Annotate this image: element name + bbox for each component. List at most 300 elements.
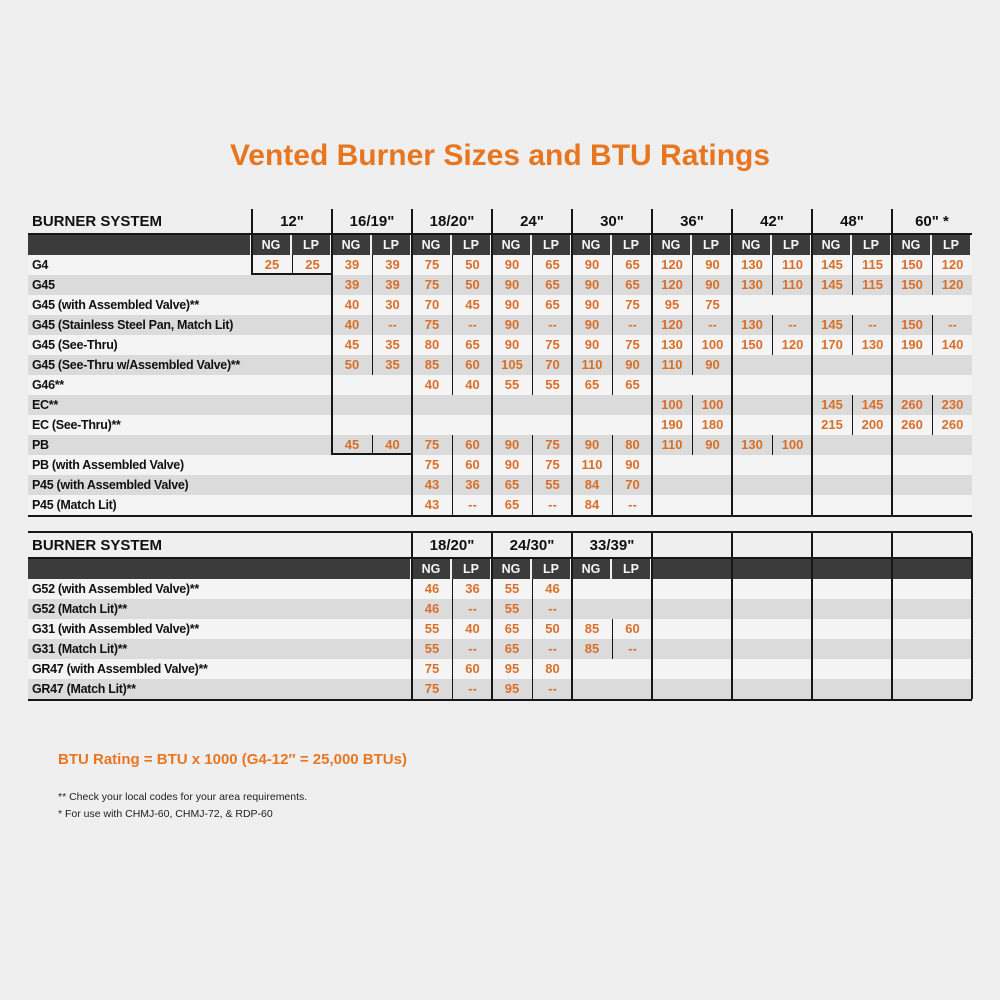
size-cell-pair: [412, 639, 492, 659]
size-cell-pair: [572, 275, 652, 295]
lp-value-cell: [852, 375, 892, 395]
size-cell-pair: [892, 455, 972, 475]
ng-value-cell: [332, 375, 372, 395]
ng-value-cell: [732, 375, 772, 395]
lp-value-cell: --: [532, 639, 572, 659]
ng-value-cell: 40: [344, 317, 360, 332]
table-row: [28, 599, 972, 619]
lp-value-cell: [372, 475, 412, 495]
lp-value-cell: [932, 375, 972, 395]
lp-value-cell: 46: [532, 579, 572, 599]
size-cell-pair: [812, 335, 892, 355]
ng-value-cell: [892, 619, 932, 639]
burner-system-label: G45 (Stainless Steel Pan, Match Lit): [32, 318, 234, 332]
lp-value-cell: 90: [692, 275, 732, 295]
size-cell-pair: [332, 435, 412, 455]
ng-value-cell: [652, 599, 692, 619]
size-cell-pair: [492, 619, 572, 639]
size-cell-pair: [732, 579, 812, 599]
ng-value-cell: 65: [504, 621, 520, 636]
ng-value-cell: 50: [344, 357, 360, 372]
fuel-bar-empty-cell: [732, 559, 812, 579]
ng-value-cell: [732, 599, 772, 619]
size-cell-pair: [572, 295, 652, 315]
ng-value-cell: 39: [344, 277, 360, 292]
size-cell-pair: [412, 455, 492, 475]
size-cell-pair: [492, 415, 572, 435]
size-cell-pair: [812, 639, 892, 659]
column-divider-line: [651, 533, 653, 699]
ng-value-cell: [812, 475, 852, 495]
lp-value-cell: [612, 679, 652, 699]
lp-value-cell: --: [852, 315, 892, 335]
lp-value-cell: [772, 659, 812, 679]
ng-value-cell: 85: [424, 357, 440, 372]
size-cell-pair: [732, 395, 812, 415]
lp-value-cell: [772, 415, 812, 435]
burner-system-label: G31 (with Assembled Valve)**: [32, 622, 199, 636]
lp-value-cell: 65: [532, 275, 572, 295]
lp-value-cell: 55: [532, 375, 572, 395]
column-divider-line: [411, 533, 413, 699]
size-cell-pair: [812, 679, 892, 699]
column-divider-line: [491, 533, 493, 699]
ng-value-cell: 130: [741, 317, 763, 332]
ng-value-cell: [812, 659, 852, 679]
ng-value-cell: [252, 355, 292, 375]
size-cell-pair: [732, 475, 812, 495]
ng-value-cell: 170: [821, 337, 843, 352]
lp-value-cell: [612, 415, 652, 435]
ng-value-cell: [892, 355, 932, 375]
size-cell-pair: [732, 435, 812, 455]
ng-value-cell: [732, 619, 772, 639]
lp-value-cell: [692, 579, 732, 599]
lp-value-cell: [692, 619, 732, 639]
lp-value-cell: 80: [532, 659, 572, 679]
lp-value-cell: 110: [772, 275, 812, 295]
size-cell-pair: [412, 255, 492, 275]
ng-value-cell: [252, 435, 292, 455]
lp-value-cell: [772, 679, 812, 699]
ng-value-cell: 75: [424, 317, 440, 332]
size-column-header: 60" *: [915, 212, 949, 230]
ng-value-cell: [732, 579, 772, 599]
size-column-header: 24/30": [509, 536, 555, 554]
lp-value-cell: --: [532, 315, 572, 335]
lp-value-cell: 25: [292, 255, 332, 275]
fuel-type-header: LP: [612, 559, 650, 579]
lp-value-cell: 100: [692, 335, 732, 355]
ng-value-cell: 90: [504, 317, 520, 332]
table-body: [28, 255, 972, 517]
ng-value-cell: [252, 475, 292, 495]
ng-value-cell: 75: [424, 437, 440, 452]
table-row: [28, 335, 972, 355]
size-cell-pair: [412, 659, 492, 679]
size-cell-pair: [572, 639, 652, 659]
size-cell-pair: [652, 659, 732, 679]
size-cell-pair: [732, 255, 812, 275]
ng-value-cell: 55: [504, 377, 520, 392]
lp-value-cell: [452, 395, 492, 415]
ng-value-cell: 90: [584, 437, 600, 452]
lp-value-cell: 100: [772, 435, 812, 455]
size-cell-pair: [332, 395, 412, 415]
ng-value-cell: [892, 495, 932, 515]
size-cell-pair: [892, 335, 972, 355]
table-row: [28, 495, 972, 515]
lp-value-cell: [692, 475, 732, 495]
lp-value-cell: --: [532, 679, 572, 699]
size-cell-pair: [812, 619, 892, 639]
size-cell-pair: [892, 255, 972, 275]
table-row: [28, 435, 972, 455]
fuel-type-header: NG: [572, 559, 610, 579]
ng-value-cell: 90: [584, 297, 600, 312]
lp-value-cell: 75: [532, 435, 572, 455]
range-bottom-line: [252, 273, 332, 275]
size-cell-pair: [332, 475, 412, 495]
size-cell-pair: [572, 495, 652, 515]
ng-value-cell: 90: [504, 257, 520, 272]
size-column-header: 18/20": [429, 212, 475, 230]
column-divider-line: [811, 533, 813, 699]
lp-value-cell: [772, 295, 812, 315]
burner-system-header: BURNER SYSTEM: [32, 212, 163, 230]
size-cell-pair: [572, 475, 652, 495]
burner-system-label: GR47 (Match Lit)**: [32, 682, 136, 696]
size-cell-pair: [252, 435, 332, 455]
lp-value-cell: [772, 395, 812, 415]
size-column-header: 18/20": [429, 536, 475, 554]
size-cell-pair: [812, 599, 892, 619]
size-cell-pair: [572, 679, 652, 699]
size-cell-pair: [892, 375, 972, 395]
size-cell-pair: [252, 335, 332, 355]
size-column-header: 16/19": [349, 212, 395, 230]
size-cell-pair: [412, 475, 492, 495]
lp-value-cell: 65: [532, 295, 572, 315]
size-cell-pair: [892, 495, 972, 515]
ng-value-cell: [892, 435, 932, 455]
footnote-for-use-with: * For use with CHMJ-60, CHMJ-72, & RDP-60: [58, 808, 273, 820]
ng-value-cell: 130: [661, 337, 683, 352]
lp-value-cell: [452, 415, 492, 435]
size-cell-pair: [492, 355, 572, 375]
fuel-type-header: NG: [732, 235, 770, 255]
column-divider-line: [571, 533, 573, 699]
ng-value-cell: 190: [661, 417, 683, 432]
column-divider-line: [731, 533, 733, 699]
lp-value-cell: [372, 495, 412, 515]
burner-system-label: P45 (Match Lit): [32, 498, 117, 512]
size-cell-pair: [332, 375, 412, 395]
size-cell-pair: [572, 435, 652, 455]
ng-value-cell: 130: [741, 257, 763, 272]
lp-value-cell: 40: [452, 375, 492, 395]
ng-value-cell: 90: [504, 277, 520, 292]
ng-value-cell: 105: [501, 357, 523, 372]
size-cell-pair: [732, 619, 812, 639]
size-cell-pair: [252, 295, 332, 315]
lp-value-cell: --: [612, 315, 652, 335]
ng-value-cell: 145: [821, 397, 843, 412]
lp-value-cell: 50: [452, 275, 492, 295]
size-cell-pair: [492, 495, 572, 515]
size-cell-pair: [812, 475, 892, 495]
lp-value-cell: [292, 375, 332, 395]
lp-value-cell: [932, 475, 972, 495]
ng-value-cell: 55: [504, 581, 520, 596]
size-cell-pair: [572, 599, 652, 619]
size-cell-pair: [252, 315, 332, 335]
ng-value-cell: [492, 415, 532, 435]
lp-value-cell: 60: [452, 435, 492, 455]
ng-value-cell: 85: [584, 641, 600, 656]
lp-value-cell: --: [932, 315, 972, 335]
ng-value-cell: 65: [504, 477, 520, 492]
size-cell-pair: [252, 255, 332, 275]
range-bottom-line: [332, 453, 412, 455]
ng-value-cell: [572, 679, 612, 699]
lp-value-cell: [292, 455, 332, 475]
size-cell-pair: [892, 395, 972, 415]
ng-value-cell: [652, 455, 692, 475]
size-cell-pair: [412, 579, 492, 599]
ng-value-cell: 120: [661, 317, 683, 332]
ng-value-cell: 120: [661, 257, 683, 272]
size-column-header: 12": [280, 212, 304, 230]
lp-value-cell: 130: [852, 335, 892, 355]
size-cell-pair: [652, 295, 732, 315]
size-cell-pair: [332, 355, 412, 375]
lp-value-cell: [692, 639, 732, 659]
fuel-type-header: LP: [932, 235, 970, 255]
ng-value-cell: 145: [821, 277, 843, 292]
ng-value-cell: [732, 475, 772, 495]
fuel-type-header: NG: [652, 235, 690, 255]
burner-system-label: GR47 (with Assembled Valve)**: [32, 662, 208, 676]
lp-value-cell: [612, 579, 652, 599]
lp-value-cell: [292, 435, 332, 455]
size-cell-pair: [812, 295, 892, 315]
burner-system-label: G31 (Match Lit)**: [32, 642, 127, 656]
size-column-header: 24": [520, 212, 544, 230]
fuel-type-header: LP: [692, 235, 730, 255]
ng-value-cell: [732, 415, 772, 435]
ng-value-cell: [892, 679, 932, 699]
lp-value-cell: 75: [612, 335, 652, 355]
ng-value-cell: 65: [504, 497, 520, 512]
ng-value-cell: [252, 295, 292, 315]
burner-system-header: BURNER SYSTEM: [32, 536, 163, 554]
lp-value-cell: [932, 435, 972, 455]
ng-value-cell: [572, 579, 612, 599]
lp-value-cell: [772, 639, 812, 659]
lp-value-cell: [932, 495, 972, 515]
size-cell-pair: [252, 395, 332, 415]
ng-value-cell: 46: [424, 601, 440, 616]
lp-value-cell: [612, 395, 652, 415]
lp-value-cell: [852, 579, 892, 599]
ng-value-cell: 80: [424, 337, 440, 352]
ng-value-cell: [732, 639, 772, 659]
fuel-type-header: NG: [252, 235, 290, 255]
ng-value-cell: 84: [584, 477, 600, 492]
table-row: [28, 295, 972, 315]
lp-value-cell: 35: [372, 355, 412, 375]
table-row: [28, 455, 972, 475]
size-cell-pair: [492, 335, 572, 355]
size-cell-pair: [892, 679, 972, 699]
size-cell-pair: [732, 679, 812, 699]
size-cell-pair: [492, 599, 572, 619]
fuel-bar-label-cell: [28, 235, 250, 255]
ng-value-cell: [892, 579, 932, 599]
lp-value-cell: [852, 295, 892, 315]
fuel-type-header: LP: [452, 235, 490, 255]
btu-rating-note: BTU Rating = BTU x 1000 (G4-12″ = 25,000 BTUs): [58, 751, 407, 768]
ng-value-cell: [732, 395, 772, 415]
ng-value-cell: [572, 415, 612, 435]
ng-value-cell: [332, 395, 372, 415]
ng-value-cell: [332, 475, 372, 495]
ng-value-cell: [252, 335, 292, 355]
lp-value-cell: 35: [372, 335, 412, 355]
size-cell-pair: [572, 659, 652, 679]
size-cell-pair: [892, 475, 972, 495]
lp-value-cell: [852, 455, 892, 475]
size-cell-pair: [412, 295, 492, 315]
size-cell-pair: [332, 335, 412, 355]
lp-value-cell: 115: [852, 275, 892, 295]
lp-value-cell: --: [772, 315, 812, 335]
ng-value-cell: 55: [504, 601, 520, 616]
lp-value-cell: 60: [452, 659, 492, 679]
lp-value-cell: 65: [612, 375, 652, 395]
lp-value-cell: [932, 679, 972, 699]
ng-value-cell: [652, 679, 692, 699]
lp-value-cell: 50: [452, 255, 492, 275]
ng-value-cell: [332, 495, 372, 515]
column-divider-line: [251, 209, 253, 275]
lp-value-cell: [532, 415, 572, 435]
lp-value-cell: 36: [452, 475, 492, 495]
ng-value-cell: 145: [821, 317, 843, 332]
ng-value-cell: [812, 579, 852, 599]
ng-value-cell: 25: [264, 257, 280, 272]
column-divider-line: [891, 209, 893, 515]
lp-value-cell: [772, 375, 812, 395]
size-cell-pair: [652, 415, 732, 435]
lp-value-cell: [852, 639, 892, 659]
size-cell-pair: [652, 475, 732, 495]
fuel-bar-label-cell: [28, 559, 410, 579]
ng-value-cell: 150: [741, 337, 763, 352]
lp-value-cell: [852, 475, 892, 495]
ng-value-cell: 55: [424, 641, 440, 656]
ng-value-cell: 85: [584, 621, 600, 636]
lp-value-cell: 65: [612, 255, 652, 275]
ng-value-cell: 120: [661, 277, 683, 292]
column-divider-line: [411, 209, 413, 515]
ng-value-cell: [892, 375, 932, 395]
table-row: [28, 355, 972, 375]
fuel-type-header-bar: [28, 235, 972, 255]
lp-value-cell: [292, 415, 332, 435]
lp-value-cell: [372, 395, 412, 415]
column-divider-line: [651, 209, 653, 515]
column-divider-line: [811, 209, 813, 515]
lp-value-cell: [932, 659, 972, 679]
ng-value-cell: [892, 639, 932, 659]
ng-value-cell: 215: [821, 417, 843, 432]
ng-value-cell: [812, 679, 852, 699]
size-cell-pair: [652, 335, 732, 355]
ng-value-cell: [572, 395, 612, 415]
lp-value-cell: [692, 455, 732, 475]
size-cell-pair: [412, 435, 492, 455]
size-cell-pair: [892, 639, 972, 659]
size-cell-pair: [492, 315, 572, 335]
size-cell-pair: [492, 295, 572, 315]
lp-value-cell: --: [452, 639, 492, 659]
size-cell-pair: [732, 599, 812, 619]
ng-value-cell: [812, 599, 852, 619]
lp-value-cell: 145: [852, 395, 892, 415]
vented-burner-table-secondary: [28, 531, 972, 701]
lp-value-cell: 39: [372, 255, 412, 275]
lp-value-cell: 65: [612, 275, 652, 295]
size-cell-pair: [652, 679, 732, 699]
size-cell-pair: [892, 579, 972, 599]
burner-system-label: G4: [32, 258, 49, 272]
size-cell-pair: [492, 435, 572, 455]
fuel-bar-empty-cell: [892, 559, 972, 579]
size-cell-pair: [492, 375, 572, 395]
size-cell-pair: [652, 435, 732, 455]
lp-value-cell: [292, 495, 332, 515]
burner-system-label: G45: [32, 278, 55, 292]
burner-system-label: PB (with Assembled Valve): [32, 458, 184, 472]
lp-value-cell: 50: [532, 619, 572, 639]
lp-value-cell: --: [612, 495, 652, 515]
size-cell-pair: [492, 255, 572, 275]
lp-value-cell: 110: [772, 255, 812, 275]
size-cell-pair: [412, 335, 492, 355]
size-cell-pair: [252, 415, 332, 435]
column-divider-line: [571, 209, 573, 515]
lp-value-cell: [852, 619, 892, 639]
ng-value-cell: [252, 495, 292, 515]
size-cell-pair: [652, 579, 732, 599]
size-cell-pair: [572, 315, 652, 335]
ng-value-cell: [652, 619, 692, 639]
size-cell-pair: [812, 375, 892, 395]
size-column-header: 33/39": [589, 536, 635, 554]
ng-value-cell: 75: [424, 457, 440, 472]
lp-value-cell: [932, 295, 972, 315]
ng-value-cell: [812, 355, 852, 375]
lp-value-cell: [692, 495, 732, 515]
ng-value-cell: 130: [741, 437, 763, 452]
ng-value-cell: [892, 455, 932, 475]
lp-value-cell: 90: [612, 455, 652, 475]
ng-value-cell: [732, 679, 772, 699]
lp-value-cell: 30: [372, 295, 412, 315]
size-cell-pair: [732, 275, 812, 295]
